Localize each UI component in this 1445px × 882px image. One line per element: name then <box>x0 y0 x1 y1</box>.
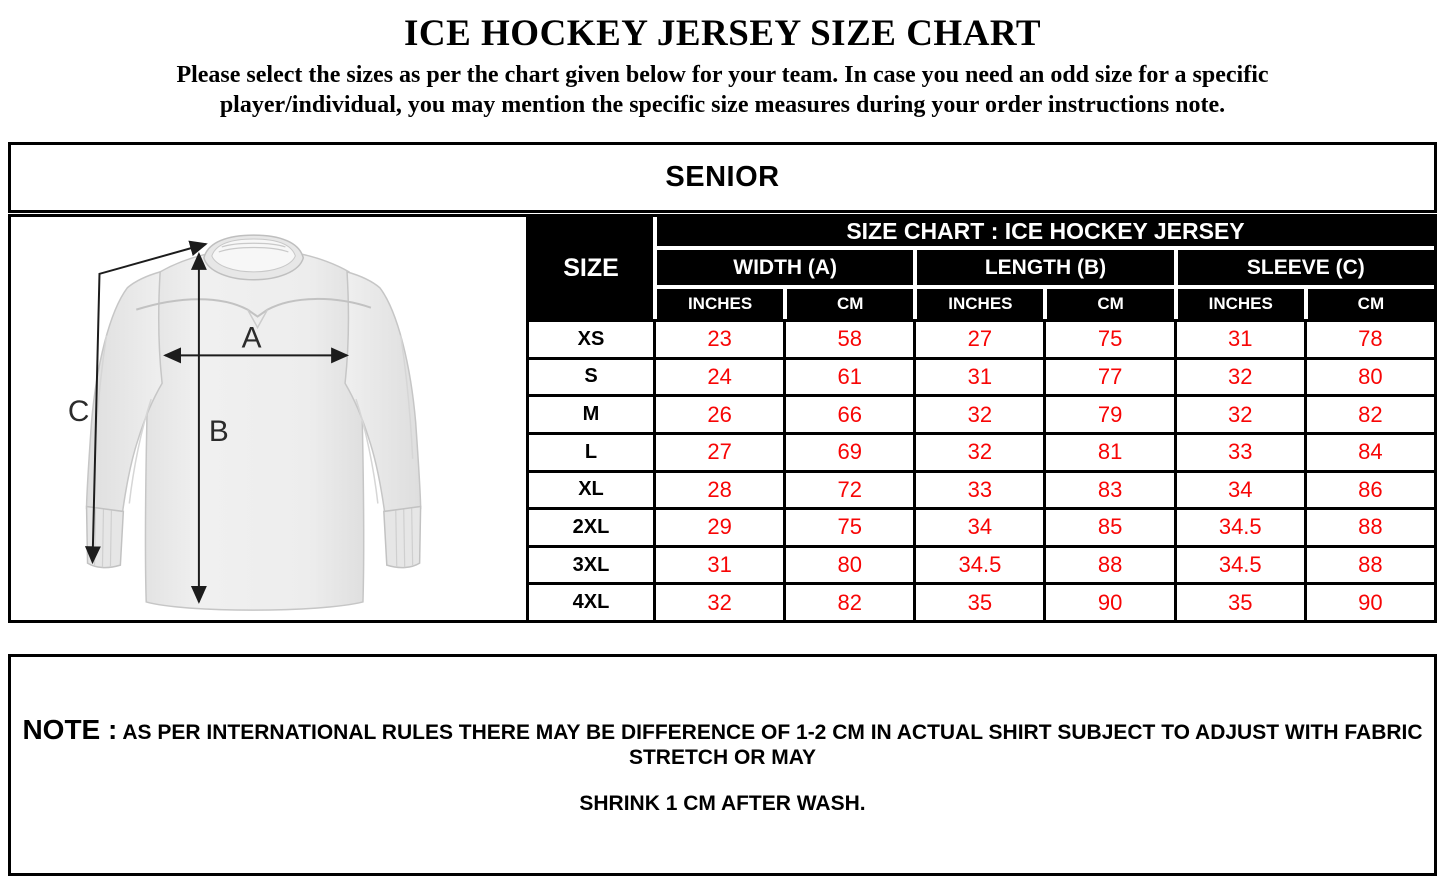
size-cell-2xl: 2XL <box>529 510 653 545</box>
size-table-header <box>529 217 1434 319</box>
value-cell: 32 <box>1177 397 1304 432</box>
unit-header-width-cm: CM <box>787 289 913 319</box>
note-text: AS PER INTERNATIONAL RULES THERE MAY BE DIFFERENCE OF 1-2 CM IN ACTUAL SHIRT SUBJECT TO ADJUST WITH FABRIC STRETCH OR MAY <box>122 721 1423 769</box>
value-cell: 35 <box>1177 585 1304 620</box>
value-cell: 82 <box>1307 397 1434 432</box>
value-cell: 66 <box>786 397 913 432</box>
size-cell-3xl: 3XL <box>529 548 653 583</box>
value-cell: 32 <box>1177 360 1304 395</box>
value-cell: 90 <box>1307 585 1434 620</box>
value-cell: 83 <box>1046 473 1173 508</box>
value-cell: 88 <box>1307 548 1434 583</box>
jersey-illustration <box>87 235 421 610</box>
size-cell-m: M <box>529 397 653 432</box>
subtitle-line-1: Please select the sizes as per the chart given below for your team. In case you need an odd size for a specific <box>176 62 1269 88</box>
value-cell: 85 <box>1046 510 1173 545</box>
value-cell: 31 <box>916 360 1043 395</box>
value-cell: 34.5 <box>1177 510 1304 545</box>
value-cell: 31 <box>1177 322 1304 357</box>
value-cell: 75 <box>1046 322 1173 357</box>
chart-main-box <box>8 214 1437 623</box>
senior-section-header <box>8 142 1437 213</box>
value-cell: 32 <box>916 435 1043 470</box>
value-cell: 26 <box>656 397 783 432</box>
value-cell: 24 <box>656 360 783 395</box>
value-cell: 80 <box>786 548 913 583</box>
value-cell: 90 <box>1046 585 1173 620</box>
group-header-length: LENGTH (B) <box>917 250 1173 285</box>
value-cell: 32 <box>656 585 783 620</box>
jersey-collar <box>204 235 303 280</box>
value-cell: 82 <box>786 585 913 620</box>
value-cell: 28 <box>656 473 783 508</box>
value-cell: 72 <box>786 473 913 508</box>
value-cell: 61 <box>786 360 913 395</box>
subtitle-line-2: player/individual, you may mention the specific size measures during your order instructions note. <box>219 92 1226 118</box>
size-cell-l: L <box>529 435 653 470</box>
size-cell-xs: XS <box>529 322 653 357</box>
note-label: NOTE : <box>22 714 118 745</box>
group-header-sleeve: SLEEVE (C) <box>1178 250 1434 285</box>
value-cell: 33 <box>916 473 1043 508</box>
jersey-diagram-svg <box>11 217 526 620</box>
width-label-a: A <box>241 321 262 355</box>
value-cell: 78 <box>1307 322 1434 357</box>
size-cell-xl: XL <box>529 473 653 508</box>
value-cell: 34.5 <box>916 548 1043 583</box>
value-cell: 27 <box>916 322 1043 357</box>
value-cell: 31 <box>656 548 783 583</box>
size-column-header: SIZE <box>529 217 653 319</box>
value-cell: 34.5 <box>1177 548 1304 583</box>
value-cell: 34 <box>916 510 1043 545</box>
value-cell: 29 <box>656 510 783 545</box>
note-box <box>8 654 1437 876</box>
value-cell: 81 <box>1046 435 1173 470</box>
value-cell: 75 <box>786 510 913 545</box>
group-header-width: WIDTH (A) <box>657 250 913 285</box>
value-cell: 27 <box>656 435 783 470</box>
value-cell: 23 <box>656 322 783 357</box>
size-cell-4xl: 4XL <box>529 585 653 620</box>
sleeve-label-c: C <box>67 394 90 428</box>
note-line-1 <box>19 714 1426 770</box>
page-title: ICE HOCKEY JERSEY SIZE CHART <box>403 13 1042 54</box>
size-table <box>529 217 1434 620</box>
unit-header-width-inches: INCHES <box>657 289 783 319</box>
unit-header-sleeve-inches: INCHES <box>1178 289 1304 319</box>
length-label-b: B <box>208 414 229 448</box>
unit-header-length-cm: CM <box>1047 289 1173 319</box>
note-line-2: SHRINK 1 CM AFTER WASH. <box>579 792 866 815</box>
jersey-right-cuff <box>384 506 421 567</box>
value-cell: 34 <box>1177 473 1304 508</box>
value-cell: 77 <box>1046 360 1173 395</box>
value-cell: 69 <box>786 435 913 470</box>
unit-header-length-inches: INCHES <box>917 289 1043 319</box>
value-cell: 32 <box>916 397 1043 432</box>
value-cell: 86 <box>1307 473 1434 508</box>
size-table-body <box>529 319 1434 620</box>
jersey-diagram <box>11 217 529 620</box>
senior-label: SENIOR <box>665 161 780 193</box>
value-cell: 35 <box>916 585 1043 620</box>
value-cell: 79 <box>1046 397 1173 432</box>
value-cell: 58 <box>786 322 913 357</box>
unit-header-sleeve-cm: CM <box>1308 289 1434 319</box>
value-cell: 84 <box>1307 435 1434 470</box>
value-cell: 88 <box>1307 510 1434 545</box>
value-cell: 80 <box>1307 360 1434 395</box>
value-cell: 33 <box>1177 435 1304 470</box>
value-cell: 88 <box>1046 548 1173 583</box>
jersey-body <box>145 249 363 610</box>
size-cell-s: S <box>529 360 653 395</box>
table-title: SIZE CHART : ICE HOCKEY JERSEY <box>657 217 1434 246</box>
page-subtitle <box>0 60 1445 120</box>
